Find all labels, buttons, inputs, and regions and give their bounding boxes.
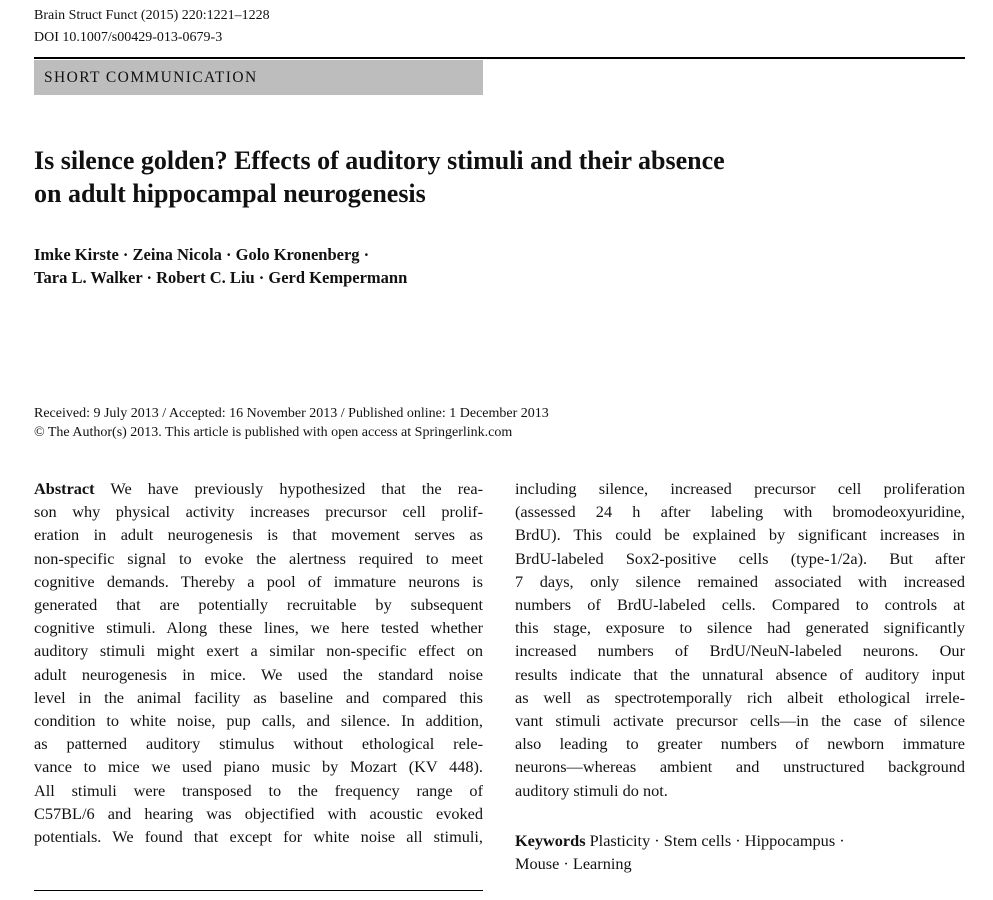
abstract-line: auditory stimuli might exert a similar non-specific effect on bbox=[34, 641, 483, 661]
dates-line: Received: 9 July 2013 / Accepted: 16 November 2013 / Published online: 1 December 2013 bbox=[34, 406, 549, 421]
abstract-line: condition to white noise, pup calls, and silence. In addition, bbox=[34, 711, 483, 731]
abstract-line: 7 days, only silence remained associated with increased bbox=[515, 571, 965, 591]
journal-citation: Brain Struct Funct (2015) 220:1221–1228 bbox=[34, 8, 270, 23]
author-list bbox=[34, 243, 734, 289]
abstract-line: (assessed 24 h after labeling with bromodeoxyuridine, bbox=[515, 502, 965, 522]
abstract-line: including silence, increased precursor cell proliferation bbox=[515, 479, 965, 498]
abstract-heading: Abstract bbox=[34, 479, 95, 498]
copyright-line: © The Author(s) 2013. This article is published with open access at Springerlink.com bbox=[34, 425, 513, 440]
abstract-line: also leading to greater numbers of newborn immature bbox=[515, 734, 965, 754]
abstract-line: numbers of BrdU-labeled cells. Compared to controls at bbox=[515, 595, 965, 615]
abstract-line: auditory stimuli do not. bbox=[515, 780, 668, 800]
title-line: on adult hippocampal neurogenesis bbox=[34, 179, 426, 208]
abstract-left-column bbox=[34, 477, 483, 848]
author-line: Imke Kirste · Zeina Nicola · Golo Kronenberg · bbox=[34, 245, 370, 264]
abstract-line: Abstract We have previously hypothesized that the rea- bbox=[34, 479, 484, 498]
abstract-line: results indicate that the unnatural absence of auditory input bbox=[515, 664, 965, 684]
footnote-rule bbox=[34, 890, 483, 891]
abstract-line: BrdU-labeled Sox2-positive cells (type-1/2a). But after bbox=[515, 548, 965, 568]
keywords-list: Plasticity · Stem cells · Hippocampus · bbox=[589, 831, 845, 850]
title-line: Is silence golden? Effects of auditory stimuli and their absence bbox=[34, 146, 725, 175]
abstract-line: vance to mice we used piano music by Mozart (KV 448). bbox=[34, 757, 483, 777]
abstract-line: as well as spectrotemporally rich albeit ethological irrele- bbox=[515, 687, 965, 707]
abstract-line: this stage, exposure to silence had generated significantly bbox=[515, 618, 965, 638]
abstract-line: as patterned auditory stimulus without ethological rele- bbox=[34, 734, 483, 754]
abstract-right-column bbox=[515, 477, 965, 802]
abstract-line: son why physical activity increases precursor cell prolif- bbox=[34, 502, 483, 522]
abstract-line: generated that are potentially recruitable by subsequent bbox=[34, 595, 483, 615]
abstract-line: adult neurogenesis in mice. We used the standard noise bbox=[34, 664, 483, 684]
abstract-line: cognitive demands. Thereby a pool of immature neurons is bbox=[34, 571, 483, 591]
section-label: SHORT COMMUNICATION bbox=[34, 60, 483, 95]
abstract-line: level in the animal facility as baseline and compared this bbox=[34, 687, 483, 707]
keywords-block bbox=[515, 829, 965, 875]
author-line: Tara L. Walker · Robert C. Liu · Gerd Kempermann bbox=[34, 268, 408, 287]
article-title bbox=[34, 144, 934, 210]
abstract-line: eration in adult neurogenesis is that movement serves as bbox=[34, 525, 483, 545]
abstract-line: cognitive stimuli. Along these lines, we here tested whether bbox=[34, 618, 483, 638]
abstract-line: neurons—whereas ambient and unstructured background bbox=[515, 757, 965, 777]
abstract-line: All stimuli were transposed to the frequency range of bbox=[34, 780, 483, 800]
publication-history bbox=[34, 404, 549, 442]
keywords-line bbox=[515, 829, 965, 852]
keywords-heading: Keywords bbox=[515, 831, 586, 850]
abstract-line: BrdU). This could be explained by significant increases in bbox=[515, 525, 965, 545]
abstract-line: potentials. We found that except for white noise all stimuli, bbox=[34, 827, 483, 847]
abstract-line: non-specific signal to evoke the alertness required to meet bbox=[34, 548, 483, 568]
header-rule bbox=[34, 57, 965, 59]
abstract-line: increased numbers of BrdU/NeuN-labeled neurons. Our bbox=[515, 641, 965, 661]
doi: DOI 10.1007/s00429-013-0679-3 bbox=[34, 30, 223, 45]
abstract-line: vant stimuli activate precursor cells—in the case of silence bbox=[515, 711, 965, 731]
keywords-line: Mouse · Learning bbox=[515, 854, 632, 874]
abstract-line: C57BL/6 and hearing was objectified with acoustic evoked bbox=[34, 803, 483, 823]
